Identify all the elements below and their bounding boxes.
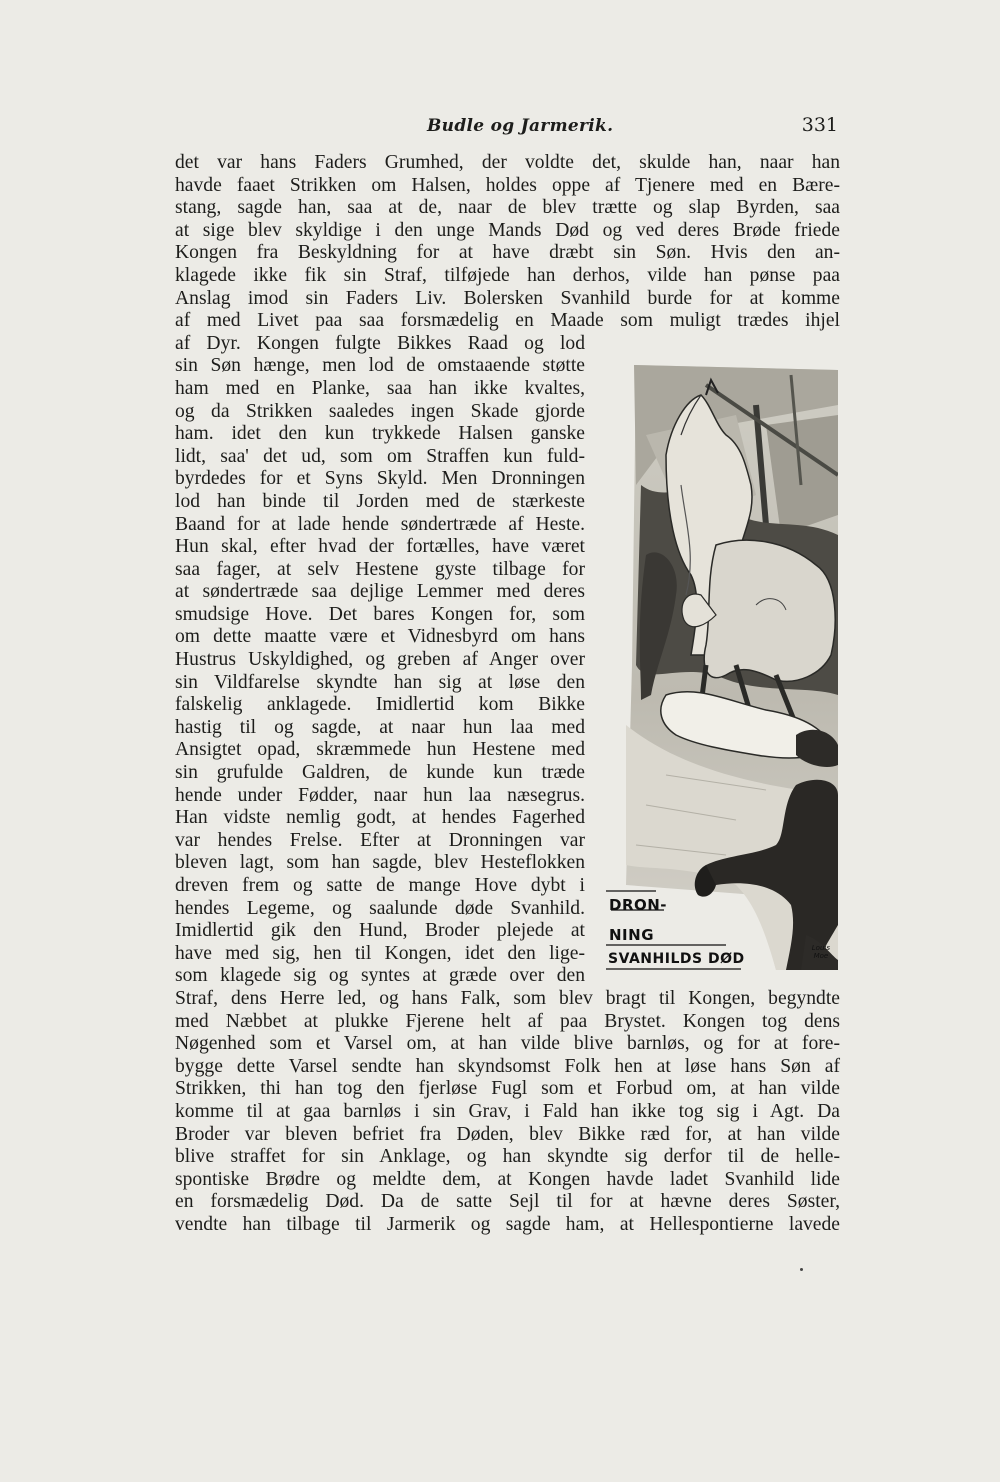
text-line: lod han binde til Jorden med de stærkeste — [175, 490, 585, 512]
text-line: havde faaet Strikken om Halsen, holdes oppe af Tjenere med en Bære- — [175, 174, 840, 196]
text-line: Hun skal, efter hvad der fortælles, have været — [175, 536, 585, 558]
text-line: dreven frem og satte de mange Hove dybt i — [175, 875, 585, 896]
signature-line-1: Louis — [811, 944, 830, 952]
text-line: komme til at gaa barnløs i sin Grav, i Fald han ikke tog sig i Agt. Da — [175, 1100, 840, 1122]
text-line: stang, sagde han, saa at de, naar de blev trætte og slap Byrden, saa — [175, 197, 840, 219]
illustration-caption-line-2: NING — [609, 926, 655, 944]
text-line: Ansigtet opad, skræmmede hun Hestene med — [175, 739, 585, 761]
text-line: om dette maatte være et Vidnesbyrd om hans — [175, 626, 585, 648]
text-line: af med Livet paa saa forsmædelig en Maade som muligt trædes ihjel — [175, 310, 840, 332]
page-header — [175, 114, 840, 142]
illustration-caption-line-3: SVANHILDS DØD — [608, 951, 745, 967]
text-line: med Næbbet at plukke Fjerene helt af paa Brystet. Kongen tog dens — [175, 1010, 840, 1032]
text-line: smudsige Hove. Det bares Kongen for, som — [175, 603, 585, 625]
text-line: vendte han tilbage til Jarmerik og sagde ham, at Hellespontierne lavede — [175, 1213, 840, 1235]
artist-signature — [812, 944, 830, 960]
text-line: ham. idet den kun trykkede Halsen ganske — [175, 423, 585, 445]
text-line: klagede ikke fik sin Straf, tilføjede han derhos, vilde han pønse paa — [175, 264, 840, 286]
text-line: blive straffet for sin Anklage, og han skyndte sig derfor til de helle- — [175, 1146, 840, 1168]
text-line: saa fager, at selv Hestene gyste tilbage for — [175, 558, 585, 580]
text-block-top — [175, 152, 840, 333]
text-line: og da Strikken saaledes ingen Skade gjorde — [175, 400, 585, 422]
ink-speck — [800, 1268, 803, 1271]
text-line: bygge dette Varsel sendte han skyndsomst Folk hen at løse hans Søn af — [175, 1055, 840, 1077]
text-line: Imidlertid gik den Hund, Broder plejede at — [175, 920, 585, 942]
text-line: at sige blev skyldige i den unge Mands Død og ved deres Brøde friede — [175, 219, 840, 241]
text-line: Baand for at lade hende søndertræde af Heste. — [175, 513, 585, 535]
page-number: 331 — [801, 114, 838, 136]
text-line: Nøgenhed som et Varsel om, at han vilde blive barnløs, og for at fore- — [175, 1033, 840, 1055]
illustration-drawing — [606, 365, 838, 970]
text-line: af Dyr. Kongen fulgte Bikkes Raad og lod — [175, 332, 585, 354]
text-line: var hendes Frelse. Efter at Dronningen var — [175, 829, 585, 851]
illustration-svanhild-death — [606, 365, 838, 970]
text-line: byrdedes for et Syns Skyld. Men Dronningen — [175, 468, 585, 490]
text-line: spontiske Brødre og meldte dem, at Kongen havde ladet Svanhild lide — [175, 1168, 840, 1190]
illustration-caption-line-1: DRON- — [609, 896, 668, 914]
signature-line-2: Moe — [813, 952, 829, 960]
text-line: Kongen fra Beskyldning for at have dræbt sin Søn. Hvis den an- — [175, 242, 840, 264]
text-line: sin grufulde Galdren, de kunde kun træde — [175, 762, 585, 784]
text-line: Broder var bleven befriet fra Døden, blev Bikke ræd for, at han vilde — [175, 1123, 840, 1145]
text-line: lidt, saa' det ud, som om Straffen kun fuld- — [175, 445, 585, 467]
text-line: falskelig anklagede. Imidlertid kom Bikke — [175, 694, 585, 716]
text-line: Han vidste nemlig godt, at hendes Fagerhed — [175, 807, 585, 829]
text-line: bleven lagt, som han sagde, blev Hesteflokken — [175, 852, 585, 874]
text-line: hendes Legeme, og saalunde døde Svanhild. — [175, 897, 585, 919]
text-line: hastig til og sagde, at naar hun laa med — [175, 716, 585, 738]
text-line: det var hans Faders Grumhed, der voldte det, skulde han, naar han — [175, 152, 840, 173]
text-line: Anslag imod sin Faders Liv. Bolersken Svanhild burde for at komme — [175, 287, 840, 309]
text-line: Hustrus Uskyldighed, og greben af Anger over — [175, 649, 585, 671]
running-title: Budle og Jarmerik. — [427, 116, 614, 136]
text-line: Straf, dens Herre led, og hans Falk, som blev bragt til Kongen, begyndte — [175, 987, 840, 1009]
text-line: ham med en Planke, saa han ikke kvaltes, — [175, 377, 585, 399]
text-line: sin Søn hænge, men lod de omstaaende støtte — [175, 355, 585, 377]
text-line: Strikken, thi han tog den fjerløse Fugl som et Forbud om, at han vilde — [175, 1078, 840, 1100]
text-block-bottom — [175, 988, 840, 1237]
text-line: sin Vildfarelse skyndte han sig at løse den — [175, 671, 585, 693]
text-line: at søndertræde saa dejlige Lemmer med deres — [175, 581, 585, 603]
text-line: en forsmædelig Død. Da de satte Sejl til for at hævne deres Søster, — [175, 1191, 840, 1213]
text-line: hende under Fødder, naar hun laa næsegrus. — [175, 784, 585, 806]
text-line: have med sig, hen til Kongen, idet den lige- — [175, 942, 585, 964]
text-line: som klagede sig og syntes at græde over den — [175, 965, 585, 987]
